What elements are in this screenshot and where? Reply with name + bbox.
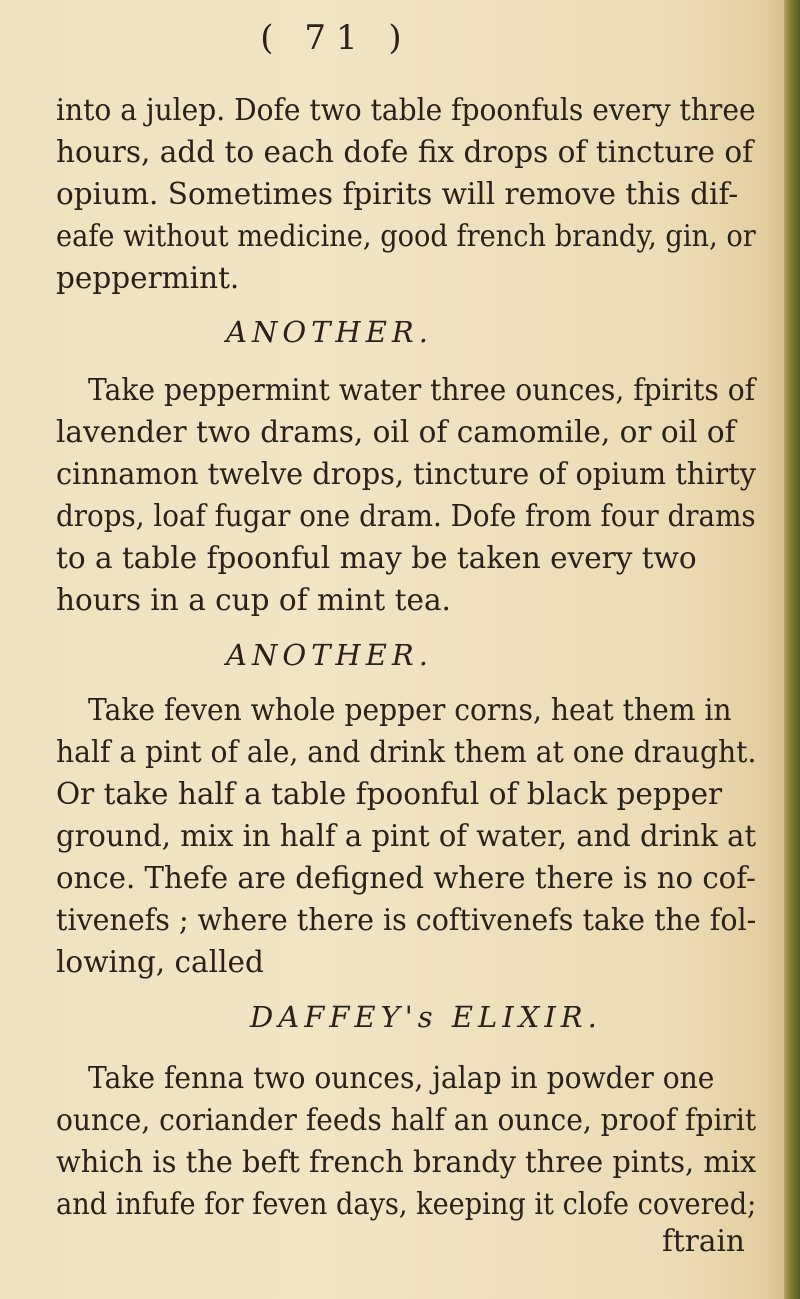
text-line: half a pint of ale, and drink them at one draught. <box>56 735 757 769</box>
page-edge <box>784 0 800 1299</box>
text-line: peppermint. <box>56 261 240 295</box>
text-line: drops, loaf fugar one dram. Dofe from four drams <box>56 499 756 533</box>
text-line: lavender two drams, oil of camomile, or oil of <box>56 415 736 449</box>
text-line: Take feven whole pepper corns, heat them in <box>88 693 732 727</box>
text-line: into a julep. Dofe two table fpoonfuls every three <box>56 93 756 127</box>
section-heading: ANOTHER. <box>226 315 433 349</box>
text-line: hours in a cup of mint tea. <box>56 583 451 617</box>
text-line: which is the beft french brandy three pints, mix <box>56 1145 757 1179</box>
page-number: ( 71 ) <box>260 18 412 58</box>
text-line: once. Thefe are defigned where there is no cof- <box>56 861 756 895</box>
text-line: ground, mix in half a pint of water, and drink at <box>56 819 757 853</box>
text-line: Or take half a table fpoonful of black pepper <box>56 777 723 811</box>
text-line: hours, add to each dofe fix drops of tincture of <box>56 135 753 169</box>
text-line: tivenefs ; where there is coftivenefs take the fol- <box>56 903 757 937</box>
text-line: cinnamon twelve drops, tincture of opium thirty <box>56 457 757 491</box>
section-heading: ANOTHER. <box>226 638 433 672</box>
section-heading: DAFFEY's ELIXIR. <box>250 1000 602 1034</box>
text-line: ounce, coriander feeds half an ounce, proof fpirit <box>56 1103 757 1137</box>
text-line: and infufe for feven days, keeping it clofe covered; <box>56 1187 757 1221</box>
text-line: lowing, called <box>56 945 264 979</box>
text-line: opium. Sometimes fpirits will remove this dif- <box>56 177 739 211</box>
catchword: ftrain <box>662 1224 745 1258</box>
text-line: to a table fpoonful may be taken every two <box>56 541 697 575</box>
text-line: Take peppermint water three ounces, fpirits of <box>88 373 756 407</box>
text-line: eafe without medicine, good french brandy, gin, or <box>56 219 756 253</box>
text-line: Take fenna two ounces, jalap in powder one <box>88 1061 715 1095</box>
